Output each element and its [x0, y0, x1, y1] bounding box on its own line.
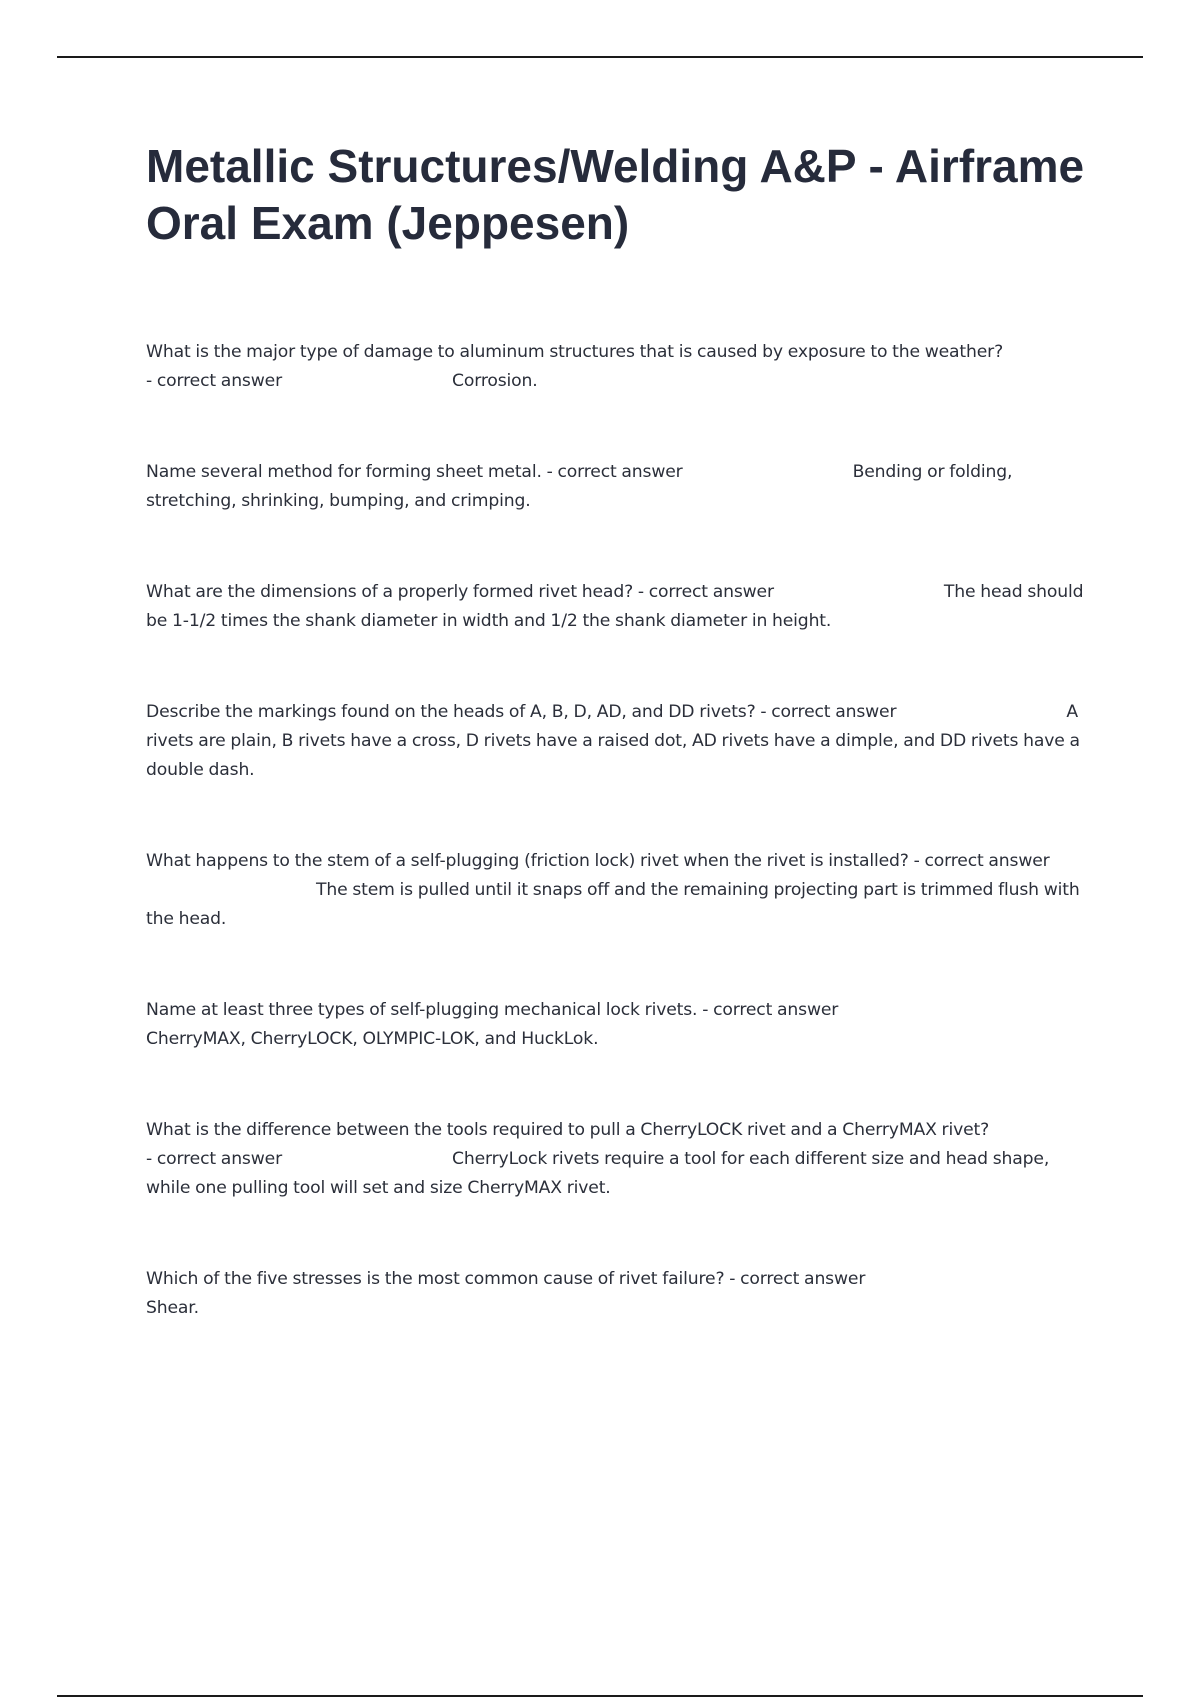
answer-separator: - correct answer [760, 702, 897, 722]
question-text: What is the major type of damage to aluminum structures that is caused by exposure to the weather? [146, 342, 1004, 362]
question-text: What is the difference between the tools required to pull a CherryLOCK rivet and a CherryMAX rivet? [146, 1120, 990, 1140]
qa-item [146, 1265, 1086, 1323]
answer-text: The stem is pulled until it snaps off and the remaining projecting part is trimmed flush with the head. [146, 880, 1080, 929]
document-body [146, 138, 1086, 1385]
question-text: What happens to the stem of a self-plugging (friction lock) rivet when the rivet is installed? [146, 851, 909, 871]
top-rule [57, 56, 1143, 58]
qa-item [146, 996, 1086, 1054]
answer-separator: - correct answer [546, 462, 683, 482]
answer-text: A rivets are plain, B rivets have a cross, D rivets have a raised dot, AD rivets have a dimple, and DD rivets have a double dash. [146, 702, 1080, 780]
question-text: What are the dimensions of a properly formed rivet head? [146, 582, 634, 602]
answer-text: Corrosion. [452, 371, 538, 391]
qa-item [146, 1116, 1086, 1203]
answer-text: Shear. [146, 1298, 199, 1318]
question-text: Name at least three types of self-plugging mechanical lock rivets. [146, 1000, 698, 1020]
answer-text: CherryMAX, CherryLOCK, OLYMPIC-LOK, and HuckLok. [146, 1029, 599, 1049]
bottom-rule [57, 1695, 1143, 1697]
question-text: Which of the five stresses is the most common cause of rivet failure? [146, 1269, 725, 1289]
answer-separator: - correct answer [637, 582, 774, 602]
answer-text: The head should be 1-1/2 times the shank diameter in width and 1/2 the shank diameter in height. [146, 582, 1084, 631]
question-text: Name several method for forming sheet metal. [146, 462, 542, 482]
qa-item [146, 338, 1086, 396]
answer-text: Bending or folding, stretching, shrinking, bumping, and crimping. [146, 462, 1013, 511]
answer-separator: - correct answer [729, 1269, 866, 1289]
qa-item [146, 847, 1086, 934]
qa-item [146, 698, 1086, 785]
qa-item [146, 458, 1086, 516]
qa-item [146, 578, 1086, 636]
answer-separator: - correct answer [146, 371, 282, 391]
answer-separator: - correct answer [146, 1149, 282, 1169]
answer-separator: - correct answer [913, 851, 1050, 871]
answer-text: CherryLock rivets require a tool for each different size and head shape, while one pulling tool will set and size CherryMAX rivet. [146, 1149, 1050, 1198]
qa-list [146, 338, 1086, 1323]
answer-separator: - correct answer [702, 1000, 839, 1020]
document-title: Metallic Structures/Welding A&P - Airframe Oral Exam (Jeppesen) [146, 140, 1085, 249]
question-text: Describe the markings found on the heads of A, B, D, AD, and DD rivets? [146, 702, 756, 722]
